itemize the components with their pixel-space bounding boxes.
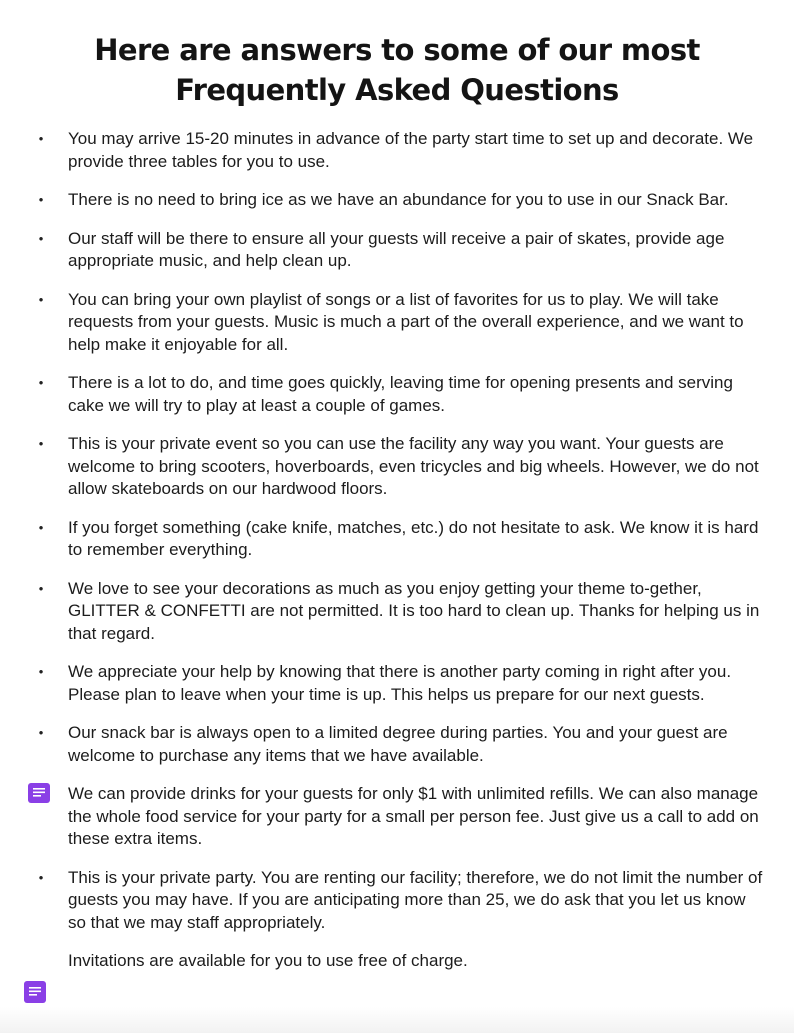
page-title-line-2: Frequently Asked Questions	[175, 73, 619, 107]
faq-text: You can bring your own playlist of songs or a list of favorites for us to play. We will take requests from your guests. Music is much a part of the overall experience, and we want to help make it enjoyable for all.	[68, 289, 744, 354]
faq-item	[0, 722, 794, 767]
comment-icon[interactable]	[28, 783, 50, 803]
bullet-marker: •	[38, 436, 44, 451]
faq-text: There is a lot to do, and time goes quickly, leaving time for opening presents and serving cake we will try to play at least a couple of games.	[68, 373, 733, 415]
page-title-line-1: Here are answers to some of our most	[94, 33, 700, 67]
faq-item	[0, 661, 794, 706]
faq-item	[0, 128, 794, 173]
faq-text: Our snack bar is always open to a limited degree during parties. You and your guest are welcome to purchase any items that we have available.	[68, 723, 728, 765]
faq-item	[0, 950, 794, 973]
faq-text: There is no need to bring ice as we have an abundance for you to use in our Snack Bar.	[68, 190, 729, 209]
bullet-marker: •	[38, 230, 44, 246]
faq-item	[0, 372, 794, 417]
faq-text: This is your private event so you can use the facility any way you want. Your guests are welcome to bring scooters, hoverboards, even tricycles and big wheels. However, we do not allow skateboards on our hardwood floors.	[68, 434, 759, 498]
faq-item	[0, 289, 794, 357]
comment-icon[interactable]	[24, 981, 46, 1003]
page-title	[0, 0, 794, 110]
bullet-marker: •	[38, 192, 44, 207]
bullet-marker: •	[38, 131, 44, 146]
bullet-marker: •	[38, 725, 44, 740]
bullet-marker: •	[38, 519, 44, 535]
bullet-marker: •	[38, 664, 44, 679]
faq-item	[0, 867, 794, 935]
faq-text: We love to see your decorations as much as you enjoy getting your theme to-gether, GLITTER & CONFETTI are not permitted. It is too hard to clean up. Thanks for helping us in that regard.	[68, 578, 760, 643]
faq-item	[0, 578, 794, 646]
faq-text: Our staff will be there to ensure all your guests will receive a pair of skates, provide age appropriate music, and help clean up.	[68, 228, 725, 270]
faq-text: This is your private party. You are renting our facility; therefore, we do not limit the number of guests you may have. If you are anticipating more than 25, we do ask that you let us know so that we may staff appropriately.	[68, 867, 763, 932]
faq-text: We appreciate your help by knowing that there is another party coming in right after you. Please plan to leave when your time is up. This helps us prepare for our next guests.	[68, 662, 732, 704]
faq-item	[0, 433, 794, 501]
faq-item	[0, 783, 794, 851]
faq-text: If you forget something (cake knife, matches, etc.) do not hesitate to ask. We know it is hard to remember everything.	[68, 517, 759, 559]
faq-text: Invitations are available for you to use free of charge.	[68, 951, 468, 970]
faq-item	[0, 189, 794, 212]
faq-list	[0, 128, 794, 989]
faq-text: You may arrive 15-20 minutes in advance of the party start time to set up and decorate. We provide three tables for you to use.	[68, 129, 754, 171]
bullet-marker: •	[38, 580, 44, 596]
faq-item	[0, 517, 794, 562]
bottom-fade	[0, 1007, 794, 1033]
bullet-marker: •	[38, 375, 44, 390]
bullet-marker: •	[38, 869, 44, 885]
bullet-marker: •	[38, 291, 44, 307]
faq-item	[0, 228, 794, 273]
faq-text: We can provide drinks for your guests for only $1 with unlimited refills. We can also manage the whole food service for your party for a small per person fee. Just give us a call to add on these extra items.	[68, 784, 759, 848]
